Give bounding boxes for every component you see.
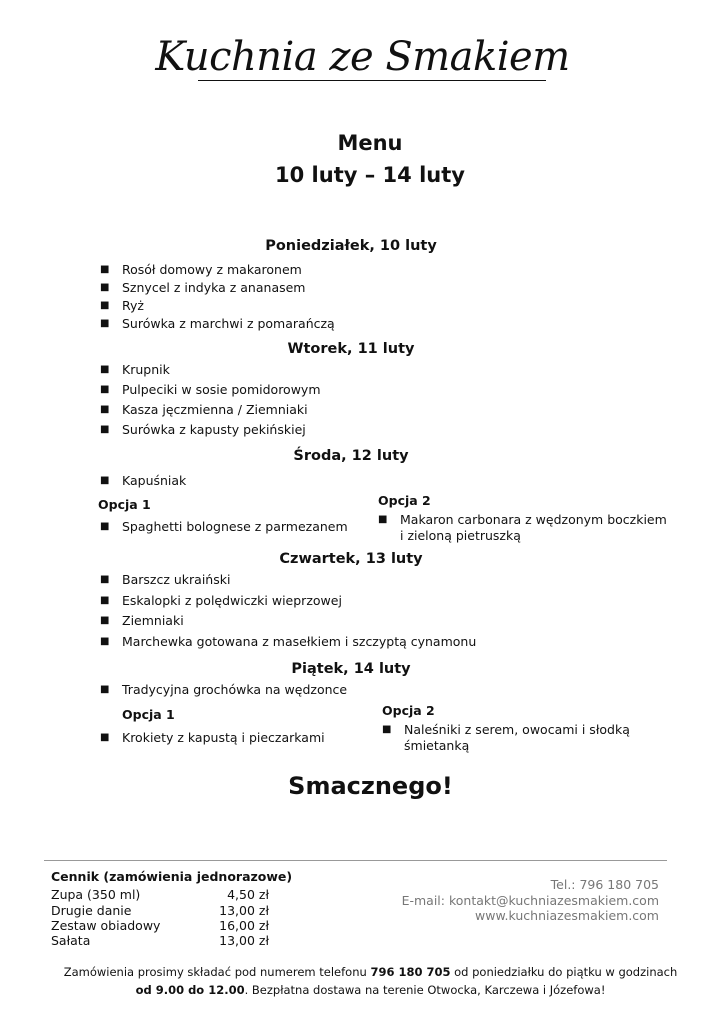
day-title-thursday: Czwartek, 13 luty (279, 551, 423, 567)
bullet-icon: ■ (100, 384, 110, 395)
option-2-label: Opcja 2 (382, 703, 435, 718)
list-item: ■ Naleśniki z serem, owocami i słodką śmietanką (382, 722, 630, 753)
logo-text: Kuchnia ze Smakiem (155, 34, 570, 80)
day-title-friday: Piątek, 14 luty (291, 661, 411, 677)
contact-phone: Tel.: 796 180 705 (550, 877, 659, 892)
logo-underline (198, 80, 546, 81)
menu-dates: 10 luty – 14 luty (275, 163, 465, 187)
bullet-icon: ■ (100, 282, 110, 293)
bullet-icon: ■ (100, 300, 110, 311)
bullet-icon: ■ (100, 424, 110, 435)
bullet-icon: ■ (100, 684, 110, 695)
bullet-icon: ■ (100, 475, 110, 486)
bullet-icon: ■ (100, 732, 110, 743)
price-row: Drugie danie 13,00 zł (51, 903, 269, 918)
day-title-wednesday: Środa, 12 luty (293, 448, 409, 464)
bullet-icon: ■ (100, 364, 110, 375)
divider (44, 860, 667, 861)
bullet-icon: ■ (100, 318, 110, 329)
closing-text: Smacznego! (288, 772, 453, 800)
order-hours: od 9.00 do 12.00 (135, 982, 245, 997)
day-title-monday: Poniedziałek, 10 luty (265, 238, 437, 254)
option-1-label: Opcja 1 (98, 497, 151, 512)
menu-title: Menu (337, 131, 403, 155)
contact-website[interactable]: www.kuchniazesmakiem.com (475, 908, 659, 923)
option-2-label: Opcja 2 (378, 493, 431, 508)
bullet-icon: ■ (382, 724, 392, 735)
day-title-tuesday: Wtorek, 11 luty (287, 341, 415, 357)
bullet-icon: ■ (100, 574, 110, 585)
bullet-icon: ■ (378, 514, 388, 525)
bullet-icon: ■ (100, 636, 110, 647)
price-list-title: Cennik (zamówienia jednorazowe) (51, 869, 293, 884)
bullet-icon: ■ (100, 404, 110, 415)
option-1-label: Opcja 1 (122, 707, 175, 722)
list-item: ■ Makaron carbonara z wędzonym boczkiem i zieloną pietruszką (378, 512, 667, 543)
price-row: Zestaw obiadowy 16,00 zł (51, 918, 269, 933)
order-phone: 796 180 705 (370, 965, 451, 979)
contact-email[interactable]: E-mail: kontakt@kuchniazesmakiem.com (401, 893, 659, 908)
price-row: Zupa (350 ml) 4,50 zł (51, 887, 269, 902)
bullet-icon: ■ (100, 595, 110, 606)
bullet-icon: ■ (100, 264, 110, 275)
bullet-icon: ■ (100, 615, 110, 626)
menu-heading (0, 127, 725, 191)
bullet-icon: ■ (100, 521, 110, 532)
order-note: Zamówienia prosimy składać pod numerem telefonu 796 180 705 od poniedziałku do piątku w godzinach od 9.00 do 12.00. Bezpłatna dostawa na terenie Otwocka, Karczewa i Józefowa! (63, 965, 678, 997)
price-row: Sałata 13,00 zł (51, 933, 269, 948)
